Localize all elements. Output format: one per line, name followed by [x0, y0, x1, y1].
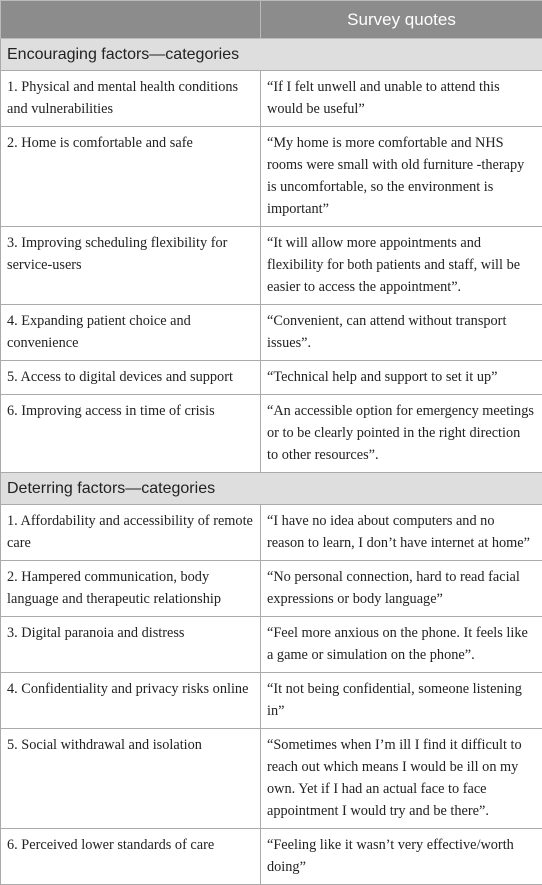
category-cell: 4. Expanding patient choice and convenience [1, 305, 261, 361]
table-row [1, 505, 542, 561]
category-cell: 1. Affordability and accessibility of remote care [1, 505, 261, 561]
section-header-deterring [1, 473, 542, 505]
survey-quotes-column-header: Survey quotes [261, 1, 542, 39]
table-row [1, 71, 542, 127]
table-row [1, 395, 542, 473]
quote-cell: “It will allow more appointments and flexibility for both patients and staff, will be easier to access the appointment”. [261, 227, 542, 305]
quote-cell: “I have no idea about computers and no reason to learn, I don’t have internet at home” [261, 505, 542, 561]
section-title: Deterring factors—categories [1, 473, 542, 505]
table-row [1, 361, 542, 395]
category-cell: 4. Confidentiality and privacy risks online [1, 673, 261, 729]
category-cell: 1. Physical and mental health conditions and vulnerabilities [1, 71, 261, 127]
section-title: Encouraging factors—categories [1, 39, 542, 71]
table-row [1, 617, 542, 673]
category-cell: 3. Improving scheduling flexibility for service-users [1, 227, 261, 305]
category-cell: 6. Improving access in time of crisis [1, 395, 261, 473]
category-cell: 2. Home is comfortable and safe [1, 127, 261, 227]
quote-cell: “Convenient, can attend without transport issues”. [261, 305, 542, 361]
category-column-header [1, 1, 261, 39]
quote-cell: “Technical help and support to set it up” [261, 361, 542, 395]
table-row [1, 729, 542, 829]
quote-cell: “If I felt unwell and unable to attend this would be useful” [261, 71, 542, 127]
quote-cell: “An accessible option for emergency meetings or to be clearly pointed in the right direction to other resources”. [261, 395, 542, 473]
table-row [1, 673, 542, 729]
category-cell: 5. Social withdrawal and isolation [1, 729, 261, 829]
table-row [1, 561, 542, 617]
quote-cell: “No personal connection, hard to read facial expressions or body language” [261, 561, 542, 617]
quote-cell: “My home is more comfortable and NHS rooms were small with old furniture -therapy is uncomfortable, so the environment is important” [261, 127, 542, 227]
quote-cell: “It not being confidential, someone listening in” [261, 673, 542, 729]
category-cell: 3. Digital paranoia and distress [1, 617, 261, 673]
table-row [1, 227, 542, 305]
category-cell: 5. Access to digital devices and support [1, 361, 261, 395]
category-cell: 6. Perceived lower standards of care [1, 829, 261, 885]
section-header-encouraging [1, 39, 542, 71]
table-header-row [1, 1, 542, 39]
quote-cell: “Feel more anxious on the phone. It feels like a game or simulation on the phone”. [261, 617, 542, 673]
table-row [1, 305, 542, 361]
table-row [1, 127, 542, 227]
quote-cell: “Feeling like it wasn’t very effective/worth doing” [261, 829, 542, 885]
table-row [1, 829, 542, 885]
category-cell: 2. Hampered communication, body language and therapeutic relationship [1, 561, 261, 617]
quote-cell: “Sometimes when I’m ill I find it difficult to reach out which means I would be ill on my own. Yet if I had an actual face to face appointment I would try and be there”. [261, 729, 542, 829]
